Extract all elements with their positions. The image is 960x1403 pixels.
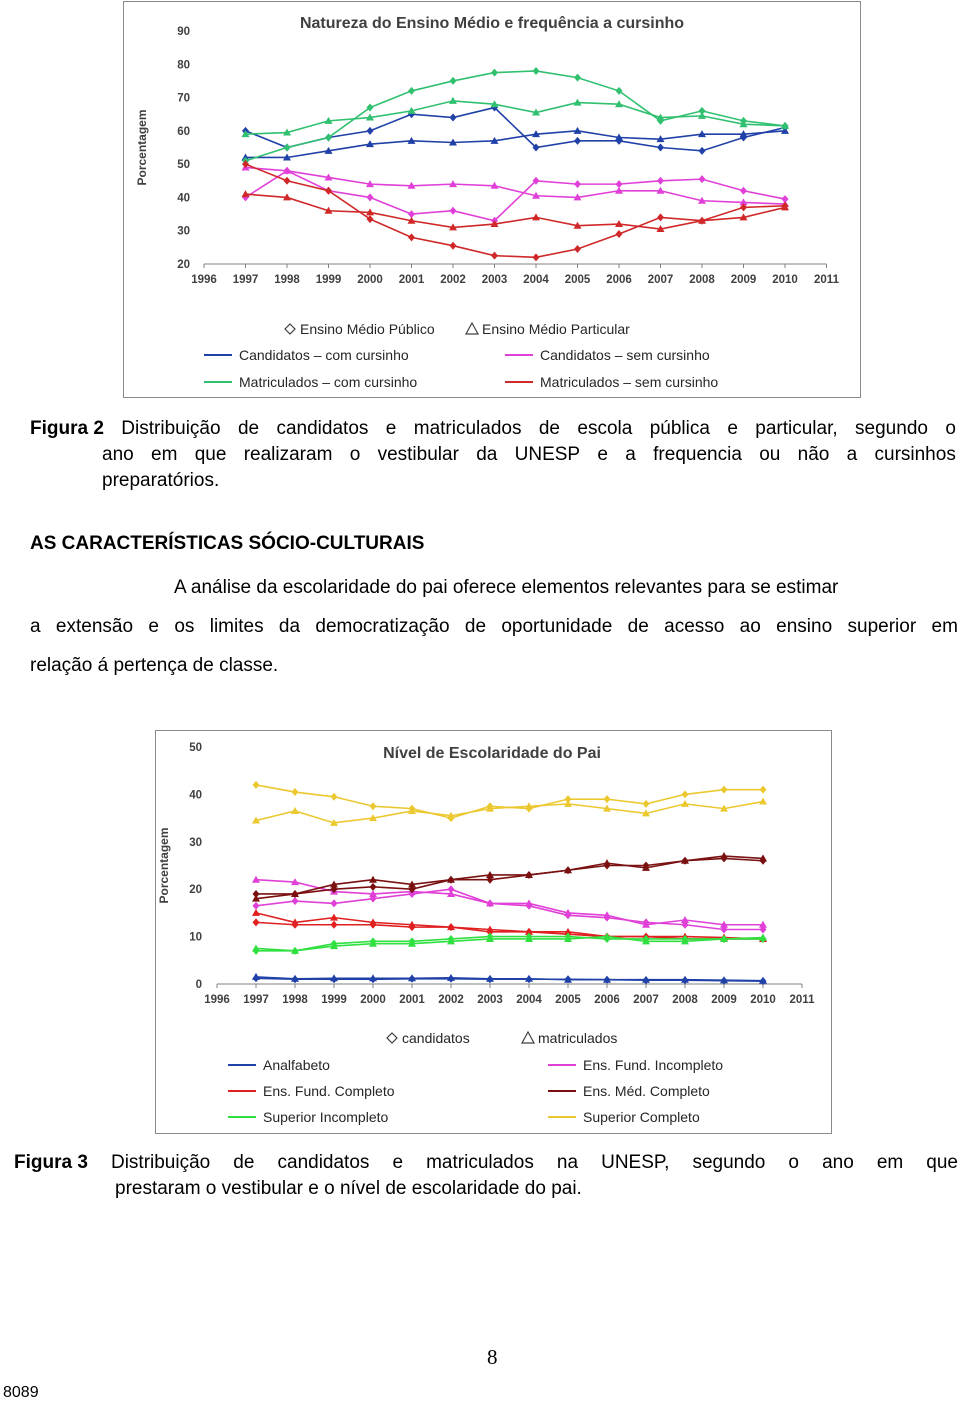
y-tick-label: 40 xyxy=(189,789,202,802)
legend-series-label: Superior Completo xyxy=(583,1109,700,1125)
x-tick-label: 2010 xyxy=(750,994,776,1006)
y-tick-label: 50 xyxy=(177,159,190,172)
figure-2-caption-word: a xyxy=(846,444,858,465)
legend-series-label: Ens. Méd. Completo xyxy=(583,1083,710,1099)
data-point-diamond xyxy=(699,175,706,183)
document-id: 8089 xyxy=(3,1384,39,1401)
legend-series-label: Matriculados – com cursinho xyxy=(239,374,418,390)
y-tick-label: 30 xyxy=(177,225,190,238)
data-point-diamond xyxy=(721,786,728,794)
data-point-triangle xyxy=(369,876,377,883)
y-tick-label: 0 xyxy=(195,979,202,991)
data-point-diamond xyxy=(760,786,767,794)
data-point-diamond xyxy=(450,207,457,215)
figure-2-caption-line-1 xyxy=(30,416,956,442)
legend-series-label: Superior Incompleto xyxy=(263,1109,389,1125)
legend-series-label: Candidatos – sem cursinho xyxy=(540,347,710,363)
figure-2-caption-word: realizaram xyxy=(243,444,333,465)
y-tick-label: 50 xyxy=(189,742,202,754)
figure-2-caption-word: candidatos xyxy=(276,418,369,439)
x-tick-label: 2002 xyxy=(438,994,464,1006)
figure-3-caption-word: ano xyxy=(822,1152,854,1173)
figure-2-caption-word: que xyxy=(194,444,227,465)
data-point-diamond xyxy=(699,147,706,155)
chart-title: Nível de Escolaridade do Pai xyxy=(383,745,601,762)
x-tick-label: 2007 xyxy=(647,274,674,286)
data-point-diamond xyxy=(657,144,664,152)
paragraph-word: em xyxy=(931,616,958,637)
figure-2-caption-label: Figura 2 xyxy=(30,418,104,439)
data-point-diamond xyxy=(616,87,623,95)
x-tick-label: 2011 xyxy=(789,994,815,1006)
figure-3-caption-word: segundo xyxy=(692,1152,766,1173)
legend-marker-label: matriculados xyxy=(538,1030,618,1046)
data-point-triangle xyxy=(681,800,689,807)
data-point-diamond xyxy=(574,74,581,82)
figure-3-caption-word: que xyxy=(926,1152,958,1173)
figure-3-caption-label: Figura 3 xyxy=(14,1152,88,1173)
figure-2-caption-word: e xyxy=(727,418,738,439)
data-point-diamond xyxy=(367,215,374,223)
paragraph-word: de xyxy=(627,616,649,637)
figure-2-caption-word: particular, xyxy=(755,418,838,439)
chart-figure-3-svg xyxy=(156,731,831,1133)
figure-2-caption-word: matriculados xyxy=(413,418,522,439)
data-point-triangle xyxy=(291,807,299,814)
figure-2-caption-word: Distribuição xyxy=(121,418,221,439)
chart-title: Natureza do Ensino Médio e frequência a cursinho xyxy=(299,15,685,32)
data-point-triangle xyxy=(252,909,260,916)
data-point-diamond xyxy=(370,883,377,891)
data-point-diamond xyxy=(408,87,415,95)
x-tick-label: 2004 xyxy=(516,994,542,1006)
x-tick-label: 2010 xyxy=(772,274,798,286)
data-point-diamond xyxy=(616,230,623,238)
x-tick-label: 2000 xyxy=(357,274,383,286)
figure-2-caption-word: de xyxy=(237,418,260,439)
figure-3-caption-line-2: prestaram o vestibular e o nível de escolaridade do pai. xyxy=(115,1178,582,1199)
figure-2-chart xyxy=(123,1,861,398)
x-tick-label: 2011 xyxy=(814,274,839,286)
data-point-diamond xyxy=(292,788,299,796)
y-tick-label: 40 xyxy=(177,192,190,205)
paragraph-word: da xyxy=(278,616,301,637)
paragraph-word: os xyxy=(174,616,195,637)
data-point-diamond xyxy=(643,800,650,808)
x-tick-label: 1997 xyxy=(243,994,269,1006)
figure-2-caption-word: ou xyxy=(759,444,781,465)
paragraph-word: extensão xyxy=(55,616,134,637)
legend-triangle-icon xyxy=(466,323,478,334)
x-tick-label: 2007 xyxy=(633,994,659,1006)
figure-3-caption-line-1 xyxy=(14,1150,958,1176)
chart-figure-2-svg xyxy=(124,2,860,397)
x-tick-label: 2003 xyxy=(477,994,503,1006)
figure-3-caption-word: o xyxy=(788,1152,799,1173)
x-tick-label: 2001 xyxy=(398,274,425,286)
data-point-diamond xyxy=(408,233,415,241)
data-point-diamond xyxy=(367,193,374,201)
paragraph-word: oportunidade xyxy=(501,616,613,637)
data-point-triangle xyxy=(330,914,338,921)
figure-2-caption-line-2-wrap xyxy=(30,442,956,468)
x-tick-label: 2003 xyxy=(481,274,508,286)
y-tick-label: 60 xyxy=(177,125,190,138)
figure-2-caption-word: UNESP xyxy=(514,444,581,465)
legend-marker-label: Ensino Médio Público xyxy=(300,321,435,337)
paragraph-word: acesso xyxy=(664,616,725,637)
figure-2-caption-word: o xyxy=(945,418,956,439)
x-tick-label: 2006 xyxy=(606,274,632,286)
data-point-diamond xyxy=(292,897,299,905)
data-point-diamond xyxy=(657,213,664,221)
figure-2-caption-line-2 xyxy=(102,442,956,468)
x-tick-label: 2008 xyxy=(672,994,698,1006)
figure-2-caption-word: de xyxy=(538,418,560,439)
y-tick-label: 10 xyxy=(189,931,202,944)
y-tick-label: 20 xyxy=(189,884,202,897)
legend-series-label: Candidatos – com cursinho xyxy=(239,347,409,363)
data-point-diamond xyxy=(253,918,260,926)
x-tick-label: 1996 xyxy=(191,274,217,286)
y-tick-label: 90 xyxy=(177,26,190,38)
legend-diamond-icon xyxy=(387,1033,397,1043)
data-point-diamond xyxy=(682,790,689,798)
paragraph-word: a xyxy=(30,616,41,637)
figure-3-chart xyxy=(155,730,832,1134)
y-axis-label: Porcentagem xyxy=(135,109,149,186)
x-tick-label: 1997 xyxy=(232,274,259,286)
x-tick-label: 2002 xyxy=(440,274,466,286)
data-point-diamond xyxy=(533,67,540,75)
body-paragraph xyxy=(30,568,958,685)
data-point-diamond xyxy=(574,245,581,253)
data-point-diamond xyxy=(284,144,291,152)
figure-3-caption-word: em xyxy=(876,1152,904,1173)
figure-3-caption-word: e xyxy=(392,1152,404,1173)
x-tick-label: 2009 xyxy=(711,994,737,1006)
figure-2-caption-word: pública xyxy=(649,418,710,439)
paragraph-word: e xyxy=(148,616,159,637)
figure-3-caption-word: UNESP, xyxy=(601,1152,670,1173)
x-tick-label: 2009 xyxy=(730,274,757,286)
legend-series-label: Ens. Fund. Incompleto xyxy=(583,1057,724,1073)
figure-2-caption-word: a xyxy=(625,444,636,465)
figure-2-caption-word: segundo xyxy=(855,418,928,439)
paragraph-word: ao xyxy=(739,616,761,637)
data-point-diamond xyxy=(740,187,747,195)
legend-triangle-icon xyxy=(522,1032,534,1043)
y-tick-label: 30 xyxy=(189,836,202,849)
figure-2-caption-word: da xyxy=(476,444,498,465)
page-number: 8 xyxy=(487,1345,498,1369)
data-point-triangle xyxy=(532,213,540,220)
figure-2-caption-word: e xyxy=(385,418,397,439)
x-tick-label: 1998 xyxy=(274,274,300,286)
data-point-diamond xyxy=(370,802,377,810)
paragraph-line-2 xyxy=(30,607,958,646)
figure-2-caption-word: em xyxy=(151,444,178,465)
data-point-diamond xyxy=(325,134,332,142)
data-point-diamond xyxy=(533,253,540,261)
y-tick-label: 70 xyxy=(177,92,190,105)
x-tick-label: 1998 xyxy=(282,994,308,1006)
x-tick-label: 2001 xyxy=(399,994,425,1006)
figure-2-caption-word: ano xyxy=(102,444,134,465)
data-point-diamond xyxy=(331,921,338,929)
data-point-diamond xyxy=(367,104,374,112)
data-point-diamond xyxy=(367,127,374,135)
data-point-diamond xyxy=(331,793,338,801)
figure-2-caption-word: cursinhos xyxy=(874,444,956,465)
figure-3-caption-word: candidatos xyxy=(277,1152,370,1173)
paragraph-line-1: A análise da escolaridade do pai oferece elementos relevantes para se estimar xyxy=(174,577,839,598)
x-tick-label: 1999 xyxy=(315,274,342,286)
x-tick-label: 2005 xyxy=(555,994,581,1006)
data-point-diamond xyxy=(253,781,260,789)
x-tick-label: 2004 xyxy=(523,274,549,286)
legend-series-label: Ens. Fund. Completo xyxy=(263,1083,395,1099)
figure-3-caption-word: matriculados xyxy=(426,1152,534,1173)
paragraph-word: ensino xyxy=(776,616,833,637)
x-tick-label: 1999 xyxy=(321,994,347,1006)
x-tick-label: 2000 xyxy=(360,994,386,1006)
figure-2-caption-word: vestibular xyxy=(377,444,459,465)
data-point-triangle xyxy=(681,916,689,923)
paragraph-word: democratização xyxy=(315,616,450,637)
legend-marker-label: candidatos xyxy=(402,1030,470,1046)
data-point-diamond xyxy=(284,177,291,185)
data-point-diamond xyxy=(604,795,611,803)
series-line xyxy=(256,785,763,818)
data-point-diamond xyxy=(657,177,664,185)
paragraph-word: superior xyxy=(847,616,917,637)
data-point-diamond xyxy=(450,242,457,250)
legend-series-label: Matriculados – sem cursinho xyxy=(540,374,719,390)
data-point-diamond xyxy=(331,899,338,907)
figure-3-caption xyxy=(14,1150,958,1202)
data-point-triangle xyxy=(603,859,611,866)
figure-2-caption-line-3: preparatórios. xyxy=(102,470,220,491)
x-tick-label: 2005 xyxy=(564,274,591,286)
data-point-diamond xyxy=(491,69,498,77)
paragraph-word: de xyxy=(464,616,487,637)
data-point-diamond xyxy=(574,137,581,145)
x-tick-label: 2006 xyxy=(594,994,620,1006)
figure-2-caption xyxy=(30,416,956,494)
y-tick-label: 80 xyxy=(177,59,190,72)
x-tick-label: 1996 xyxy=(204,994,230,1006)
figure-2-caption-word: não xyxy=(797,444,830,465)
paragraph-line-3: relação á pertença de classe. xyxy=(30,655,279,676)
data-point-diamond xyxy=(450,114,457,122)
legend-diamond-icon xyxy=(285,324,295,334)
figure-3-caption-word: na xyxy=(556,1152,579,1173)
data-point-triangle xyxy=(759,798,767,805)
y-axis-label: Porcentagem xyxy=(157,827,171,904)
figure-2-caption-word: frequencia xyxy=(653,444,742,465)
figure-3-caption-word: Distribuição xyxy=(110,1152,211,1173)
figure-2-caption-word: o xyxy=(349,444,361,465)
figure-3-caption-word: de xyxy=(233,1152,255,1173)
data-point-diamond xyxy=(253,902,260,910)
legend-marker-label: Ensino Médio Particular xyxy=(482,321,630,337)
series-line xyxy=(246,108,786,151)
y-tick-label: 20 xyxy=(177,259,190,271)
paragraph-word: limites xyxy=(209,616,264,637)
section-title: AS CARACTERÍSTICAS SÓCIO-CULTURAIS xyxy=(30,533,425,554)
data-point-diamond xyxy=(450,77,457,85)
legend-series-label: Analfabeto xyxy=(263,1057,330,1073)
series-line xyxy=(246,167,786,204)
x-tick-label: 2008 xyxy=(689,274,715,286)
figure-2-caption-word: e xyxy=(597,444,608,465)
data-point-diamond xyxy=(574,180,581,188)
data-point-diamond xyxy=(491,252,498,260)
figure-2-caption-word: escola xyxy=(577,418,633,439)
data-point-diamond xyxy=(325,187,332,195)
